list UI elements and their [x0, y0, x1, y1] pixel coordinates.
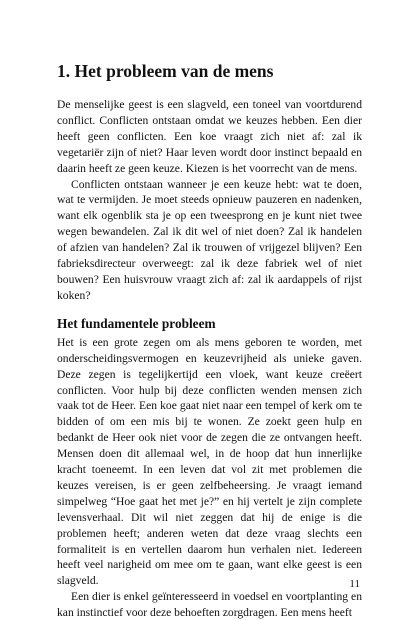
chapter-title: 1. Het probleem van de mens — [57, 61, 274, 81]
page-body — [57, 97, 362, 621]
section-paragraph-2: Een dier is enkel geïnteresseerd in voedsel en voortplanting en kan instinctief voor deze behoeften zorgdragen. Een mens heeft — [57, 590, 362, 620]
section-title: Het fundamentele probleem — [57, 315, 216, 331]
intro-paragraph-2: Conflicten ontstaan wanneer je een keuze hebt: wat te doen, wat te vermijden. Je moet steeds opnieuw pauzeren en nadenken, want elk ogenblik sta je op een tweesprong en je kunt niet twee wegen bewandelen. Zal ik dit wel of niet doen? Zal ik handelen of afzien van handelen? Zal ik trouwen of vrijgezel blijven? Een fabrieksdirecteur overweegt: zal ik deze fabriek wel of niet bouwen? Een huisvrouw vraagt zich af: zal ik aardappels of rijst koken? — [57, 177, 362, 302]
page-number: 11 — [349, 578, 360, 590]
intro-paragraph-1: De menselijke geest is een slagveld, een toneel van voortdurend conflict. Conflicten ontstaan omdat we keuzes hebben. Een dier heeft geen conflicten. Een koe vraagt zich niet af: zal ik vegetariër zijn of niet? Haar leven wordt door instinct bepaald en daarin heeft ze geen keuze. Kiezen is het voorrecht van de mens. — [57, 98, 362, 175]
section-paragraph-1: Het is een grote zegen om als mens geboren te worden, met onderscheidingsvermogen en keuzevrijheid als unieke gaven. Deze zegen is tegelijkertijd een vloek, want keuze creëert conflicten. Voor hulp bij deze conflicten wenden mensen zich vaak tot de Heer. Een koe gaat niet naar een tempel of kerk om te bidden of om een mis bij te wonen. Ze zoekt geen hulp en bedankt de Heer ook niet voor de zegen die ze ontvangen heeft. Mensen doen dit allemaal wel, in de hoop dat hun innerlijke kracht toeneemt. In een leven dat vol zit met problemen die keuzes vereisen, is er geen zelfbeheersing. Je vraagt iemand simpelweg “Hoe gaat het met je?” en hij vertelt je zijn complete levensverhaal. Dit wil niet zeggen dat hij de enige is die problemen heeft; anderen weten dat deze vraag slechts een formaliteit is en vertellen daarom hun verhalen niet. Iedereen heeft veel narigheid om mee om te gaan, want elke geest is een slagveld. — [57, 335, 362, 588]
